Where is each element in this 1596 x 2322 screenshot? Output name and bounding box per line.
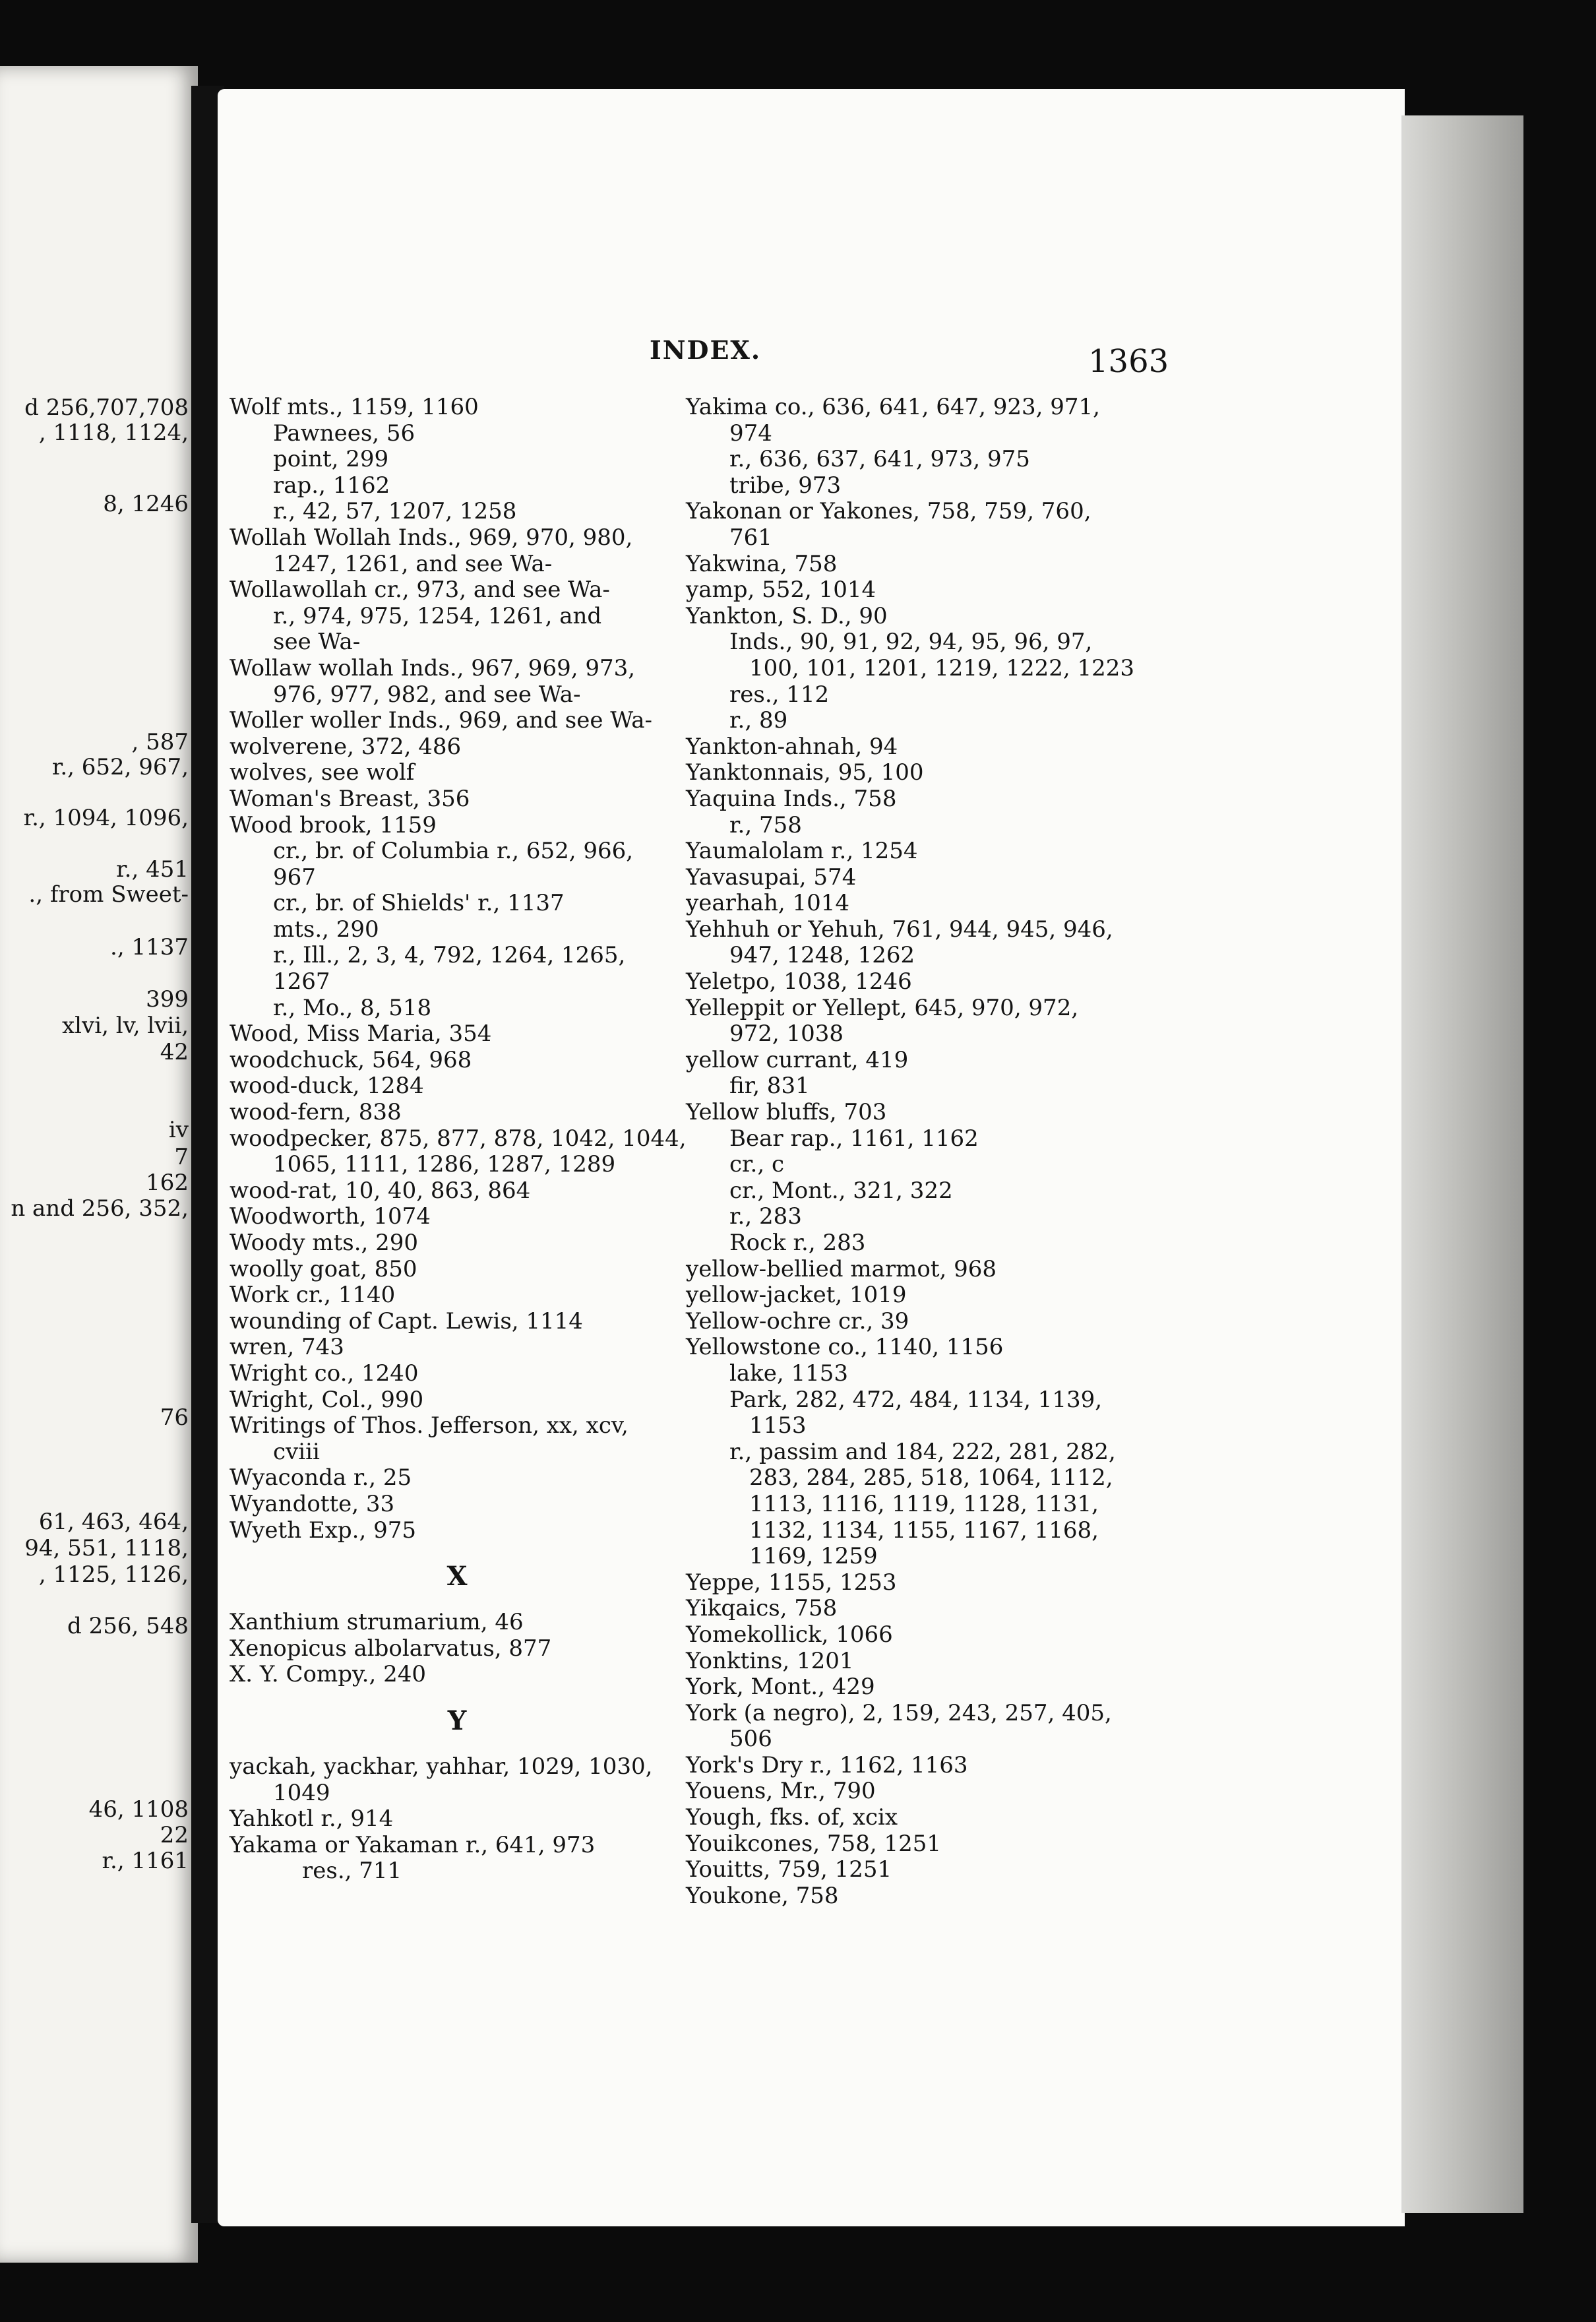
- index-subentry: 1267: [273, 968, 330, 995]
- index-entry: Woman's Breast, 356: [230, 785, 470, 812]
- index-subentry: 1247, 1261, and see Wa-: [273, 550, 553, 577]
- index-entry: Work cr., 1140: [230, 1282, 396, 1309]
- index-entry: Xanthium strumarium, 46: [230, 1609, 524, 1636]
- index-subentry: r., 974, 975, 1254, 1261, and: [273, 602, 602, 629]
- index-entry: wood-rat, 10, 40, 863, 864: [230, 1177, 531, 1204]
- index-entry: woodpecker, 875, 877, 878, 1042, 1044,: [230, 1125, 687, 1152]
- index-subentry: r., Ill., 2, 3, 4, 792, 1264, 1265,: [273, 942, 626, 969]
- index-entry: Yakima co., 636, 641, 647, 923, 971,: [686, 394, 1100, 420]
- index-subentry: 100, 101, 1201, 1219, 1222, 1223: [749, 654, 1134, 681]
- index-subentry: 1065, 1111, 1286, 1287, 1289: [273, 1151, 616, 1178]
- index-entry: Yeletpo, 1038, 1246: [686, 968, 912, 995]
- index-entry: Wood, Miss Maria, 354: [230, 1020, 492, 1048]
- index-entry: Yonktins, 1201: [686, 1647, 854, 1674]
- index-subentry: r., 758: [729, 811, 802, 838]
- index-entry: Youkone, 758: [686, 1882, 839, 1909]
- index-entry: wolverene, 372, 486: [230, 733, 462, 760]
- index-entry: Wood brook, 1159: [230, 811, 437, 838]
- index-subentry: cr., c: [729, 1151, 785, 1178]
- index-column-right: [686, 394, 1207, 1909]
- index-entry: Wollaw wollah Inds., 967, 969, 973,: [230, 654, 636, 681]
- left-page-fragment: 94, 551, 1118,: [24, 1535, 189, 1561]
- index-entry: Yough, fks. of, xcix: [686, 1804, 898, 1831]
- index-subentry: r., Mo., 8, 518: [273, 994, 432, 1021]
- index-entry: Youens, Mr., 790: [686, 1778, 876, 1805]
- index-entry: Wyeth Exp., 975: [230, 1517, 416, 1544]
- index-subentry: point, 299: [273, 446, 389, 473]
- index-subentry: cviii: [273, 1438, 320, 1465]
- index-entry: Yomekollick, 1066: [686, 1621, 893, 1648]
- index-subentry: cr., Mont., 321, 322: [729, 1177, 953, 1204]
- index-subentry: r., 89: [729, 707, 788, 734]
- index-entry: Writings of Thos. Jefferson, xx, xcv,: [230, 1412, 629, 1439]
- index-subentry: Park, 282, 472, 484, 1134, 1139,: [729, 1386, 1103, 1413]
- left-page-fragment: r., 652, 967,: [51, 754, 189, 780]
- index-subentry: r., 636, 637, 641, 973, 975: [729, 446, 1030, 473]
- index-entry: Wyaconda r., 25: [230, 1464, 412, 1491]
- index-subentry: fir, 831: [729, 1073, 810, 1100]
- index-subentry: cr., br. of Columbia r., 652, 966,: [273, 838, 634, 865]
- index-subentry: mts., 290: [273, 916, 379, 943]
- index-entry: Yanktonnais, 95, 100: [686, 759, 924, 786]
- index-subentry: 1113, 1116, 1119, 1128, 1131,: [749, 1490, 1099, 1517]
- index-entry: Wollah Wollah Inds., 969, 970, 980,: [230, 524, 633, 551]
- index-subentry: see Wa-: [273, 629, 361, 656]
- index-entry: Yahkotl r., 914: [230, 1805, 394, 1833]
- index-entry: yellow currant, 419: [686, 1046, 909, 1073]
- index-subentry: 967: [273, 863, 316, 891]
- index-entry: Yakonan or Yakones, 758, 759, 760,: [686, 498, 1091, 525]
- left-page-fragment: r., 1161: [102, 1848, 189, 1874]
- index-entry: Woodworth, 1074: [230, 1203, 431, 1230]
- left-page-fragment: iv: [168, 1117, 189, 1143]
- left-page-fragment: 76: [160, 1404, 189, 1431]
- adjacent-page-fragment: [0, 66, 198, 2263]
- index-subentry: 1169, 1259: [749, 1543, 878, 1570]
- left-page-fragment: ., from Sweet-: [28, 881, 189, 908]
- index-subentry: rap., 1162: [273, 472, 390, 499]
- index-entry: York's Dry r., 1162, 1163: [686, 1751, 968, 1778]
- index-entry: Wolf mts., 1159, 1160: [230, 394, 479, 420]
- index-entry: Yavasupai, 574: [686, 863, 857, 891]
- index-entry: Yeppe, 1155, 1253: [686, 1569, 897, 1596]
- left-page-fragment: 8, 1246: [103, 491, 189, 517]
- index-entry: Yaumalolam r., 1254: [686, 838, 918, 865]
- index-subentry: 947, 1248, 1262: [729, 942, 915, 969]
- index-entry: Yelleppit or Yellept, 645, 970, 972,: [686, 994, 1079, 1021]
- index-subentry: tribe, 973: [729, 472, 842, 499]
- left-page-fragment: xlvi, lv, lvii,: [61, 1013, 189, 1039]
- index-entry: Yakwina, 758: [686, 550, 838, 577]
- section-letter: X: [446, 1561, 468, 1592]
- index-entry: wood-duck, 1284: [230, 1073, 424, 1100]
- index-subentry: 1049: [273, 1779, 330, 1806]
- index-subentry: lake, 1153: [729, 1360, 849, 1387]
- page-number: 1363: [1088, 343, 1169, 380]
- index-subentry: Rock r., 283: [729, 1230, 866, 1256]
- index-subentry: 976, 977, 982, and see Wa-: [273, 681, 581, 708]
- index-entry: yellow-jacket, 1019: [686, 1282, 907, 1309]
- index-entry: Yakama or Yakaman r., 641, 973: [230, 1831, 596, 1858]
- index-entry: yearhah, 1014: [686, 890, 850, 917]
- index-subentry: Bear rap., 1161, 1162: [729, 1125, 979, 1152]
- index-subentry: 1153: [749, 1412, 807, 1439]
- index-entry: Wyandotte, 33: [230, 1490, 395, 1517]
- index-subentry: 761: [729, 524, 772, 551]
- index-entry: Yehhuh or Yehuh, 761, 944, 945, 946,: [686, 916, 1113, 943]
- left-page-fragment: 42: [160, 1039, 189, 1065]
- index-entry: wood-fern, 838: [230, 1099, 402, 1126]
- index-entry: Youitts, 759, 1251: [686, 1856, 892, 1883]
- index-subentry: 283, 284, 285, 518, 1064, 1112,: [749, 1464, 1113, 1491]
- index-subentry: 974: [729, 420, 772, 447]
- index-entry: yellow-bellied marmot, 968: [686, 1255, 997, 1282]
- left-page-fragment: r., 1094, 1096,: [23, 805, 189, 831]
- index-entry: wren, 743: [230, 1334, 344, 1361]
- index-entry: York (a negro), 2, 159, 243, 257, 405,: [686, 1699, 1112, 1726]
- index-subentry: cr., br. of Shields' r., 1137: [273, 890, 565, 917]
- index-entry: Yellowstone co., 1140, 1156: [686, 1334, 1004, 1361]
- index-entry: Woody mts., 290: [230, 1230, 419, 1256]
- index-entry: X. Y. Compy., 240: [230, 1661, 426, 1688]
- index-subentry: 1132, 1134, 1155, 1167, 1168,: [749, 1517, 1099, 1544]
- index-column-left: [230, 394, 685, 1885]
- left-page-fragment: 162: [146, 1170, 189, 1196]
- index-subentry: res., 711: [302, 1858, 402, 1885]
- index-subentry: r., passim and 184, 222, 281, 282,: [729, 1438, 1116, 1465]
- index-entry: wolves, see wolf: [230, 759, 415, 786]
- index-entry: Wollawollah cr., 973, and see Wa-: [230, 577, 610, 604]
- index-subentry: Inds., 90, 91, 92, 94, 95, 96, 97,: [729, 629, 1093, 656]
- section-letter: Y: [447, 1705, 467, 1736]
- index-subentry: r., 283: [729, 1203, 802, 1230]
- left-page-fragment: 7: [174, 1144, 189, 1170]
- index-entry: Yankton, S. D., 90: [686, 602, 888, 629]
- left-page-fragment: d 256,707,708: [24, 394, 189, 421]
- left-page-fragment: n and 256, 352,: [11, 1195, 189, 1222]
- index-entry: Woller woller Inds., 969, and see Wa-: [230, 707, 653, 734]
- left-page-fragment: 46, 1108: [88, 1796, 189, 1823]
- index-entry: wounding of Capt. Lewis, 1114: [230, 1307, 583, 1334]
- page-header-title: INDEX.: [650, 335, 762, 365]
- index-entry: yackah, yackhar, yahhar, 1029, 1030,: [230, 1753, 653, 1780]
- index-subentry: Pawnees, 56: [273, 420, 415, 447]
- left-page-fragment: , 587: [131, 729, 189, 755]
- index-subentry: res., 112: [729, 681, 830, 708]
- index-entry: woolly goat, 850: [230, 1255, 417, 1282]
- index-subentry: 506: [729, 1726, 772, 1753]
- index-subentry: r., 42, 57, 1207, 1258: [273, 498, 517, 525]
- index-entry: Yikqaics, 758: [686, 1595, 838, 1622]
- index-entry: Yellow-ochre cr., 39: [686, 1307, 909, 1334]
- index-entry: yamp, 552, 1014: [686, 577, 876, 604]
- page-edges: [1401, 115, 1523, 2213]
- index-entry: York, Mont., 429: [686, 1674, 875, 1701]
- index-entry: Wright, Col., 990: [230, 1386, 424, 1413]
- left-page-fragment: r., 451: [116, 856, 189, 883]
- left-page-fragment: 61, 463, 464,: [38, 1509, 189, 1535]
- left-page-fragment: 399: [146, 986, 189, 1013]
- index-entry: Wright co., 1240: [230, 1360, 419, 1387]
- left-page-fragment: , 1125, 1126,: [38, 1561, 189, 1588]
- index-entry: Youikcones, 758, 1251: [686, 1830, 941, 1857]
- left-page-fragment: ., 1137: [110, 934, 189, 960]
- index-subentry: 972, 1038: [729, 1020, 844, 1048]
- index-entry: Yellow bluffs, 703: [686, 1099, 887, 1126]
- index-entry: Xenopicus albolarvatus, 877: [230, 1635, 552, 1662]
- index-entry: Yaquina Inds., 758: [686, 785, 897, 812]
- left-page-fragment: , 1118, 1124,: [38, 420, 189, 446]
- index-entry: woodchuck, 564, 968: [230, 1046, 472, 1073]
- left-page-fragment: d 256, 548: [67, 1613, 189, 1639]
- index-entry: Yankton-ahnah, 94: [686, 733, 898, 760]
- left-page-fragment: 22: [160, 1822, 189, 1848]
